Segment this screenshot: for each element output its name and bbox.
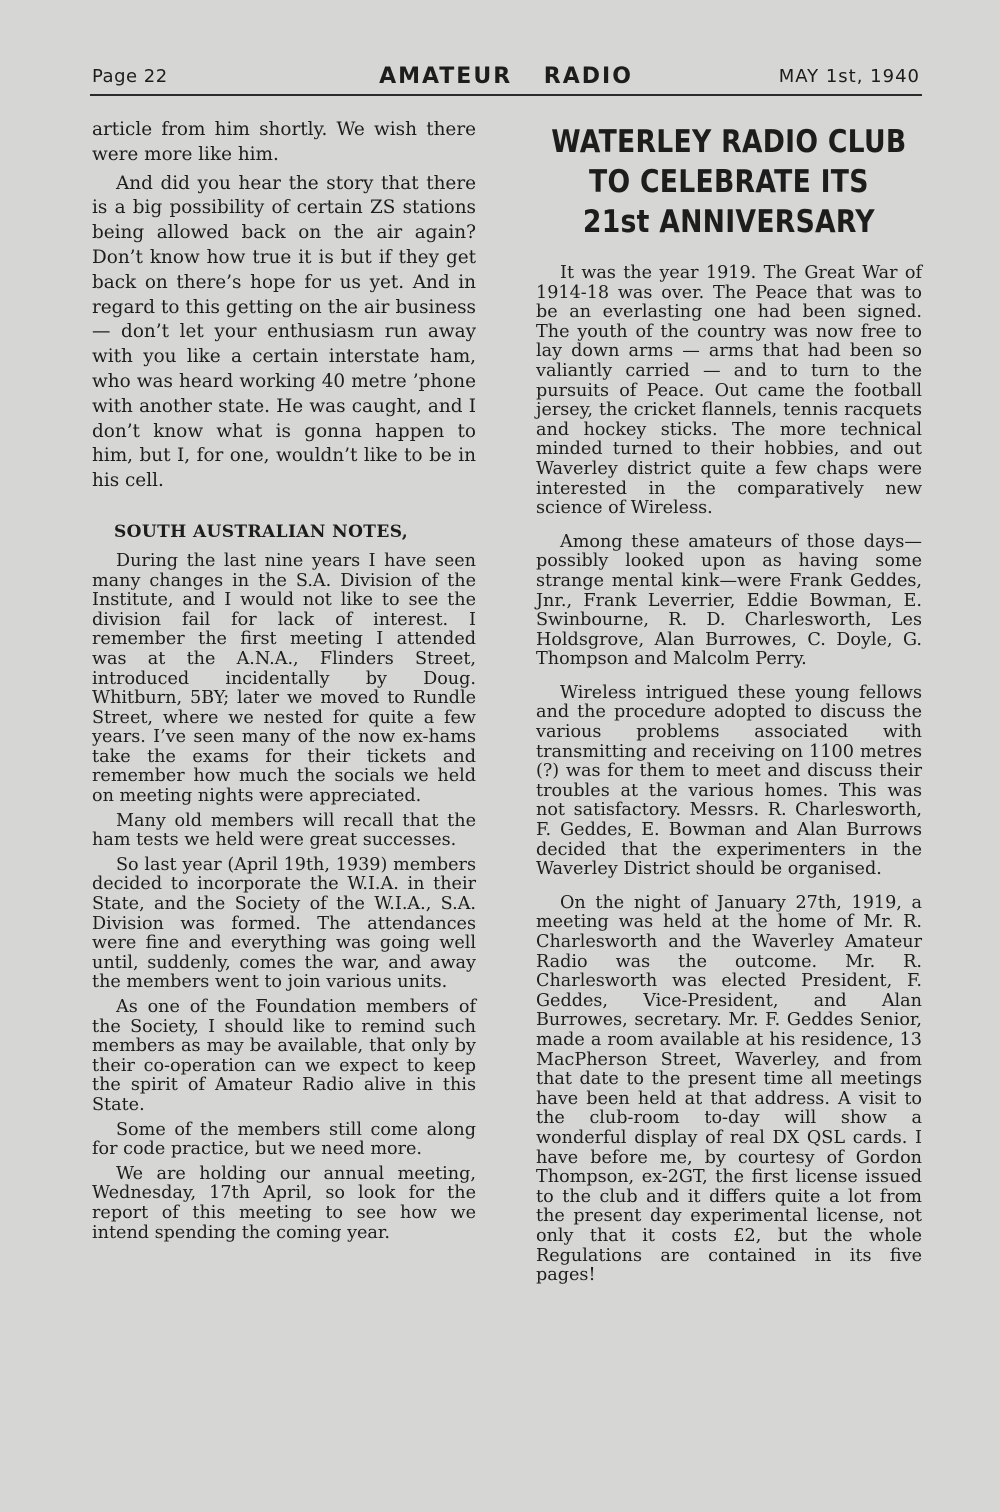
right-column xyxy=(536,118,922,1286)
sa-paragraph-2: Many old members will recall that the ham tests we held were great successes. xyxy=(92,810,476,851)
intro-paragraph-2: And did you hear the story that there is a big possibility of certain ZS stations being allowed back on the air again? Don’t know how true it is but if they get back on there’s hope for us yet. And in regard to this getting on the air business — don’t let your enthusiasm run away with you like a certain interstate ham, who was heard working 40 metre ’phone with another state. He was caught, and I don’t know what is gonna happen to him, but I, for one, wouldn’t like to be in his cell. xyxy=(92,172,476,492)
running-head xyxy=(90,64,922,96)
club-paragraph-3: Wireless intrigued these young fellows and the procedure adopted to discuss the various problems associated with transmitting and receiving on 1100 metres (?) was for them to meet and discuss their troubles at the various homes. This was not satisfactory. Messrs. R. Charlesworth, F. Geddes, E. Bowman and Alan Burrows decided that the experimenters in the Waverley District should be organised. xyxy=(536,682,922,880)
article-headline xyxy=(536,122,921,242)
club-paragraph-2: Among these amateurs of those days—possibly looked upon as having some strange mental kink—were Frank Geddes, Jnr., Frank Leverrier, Eddie Bowman, E. Swinbourne, R. D. Charlesworth, Les Holdsgrove, Alan Burrowes, C. Doyle, G. Thompson and Malcolm Perry. xyxy=(536,531,922,670)
headline-line-3: 21st ANNIVERSARY xyxy=(583,204,875,240)
page-number: Page 22 xyxy=(92,66,168,87)
club-paragraph-4: On the night of January 27th, 1919, a meeting was held at the home of Mr. R. Charlesworth and the Waverley Amateur Radio was the outcome. Mr. R. Charlesworth was elected President, F. Geddes, Vice-President, and Alan Burrowes, secretary. Mr. F. Geddes Senior, made a room available at his residence, 13 MacPherson Street, Waverley, and from that date to the present time all meetings have been held at that address. A visit to the club-room to-day will show a wonderful display of real DX QSL cards. I have before me, by courtesy of Gordon Thompson, ex-2GT, the first license issued to the club and it differs quite a lot from the present day experimental license, not only that it costs £2, but the whole Regulations are contained in its five pages! xyxy=(536,892,922,1286)
left-column xyxy=(92,118,476,1243)
issue-date: MAY 1st, 1940 xyxy=(778,66,920,87)
sa-paragraph-6: We are holding our annual meeting, Wednesday, 17th April, so look for the report of this meeting to see how we intend spending the coming year. xyxy=(92,1163,476,1243)
headline-line-2: TO CELEBRATE ITS xyxy=(589,164,869,200)
sa-paragraph-1: During the last nine years I have seen many changes in the S.A. Division of the Institute, and I would not like to see the division fail for lack of interest. I remember the first meeting I attended was at the A.N.A., Flinders Street, introduced incidentally by Doug. Whitburn, 5BY; later we moved to Rundle Street, where we nested for quite a few years. I’ve seen many of the now ex-hams take the exams for their tickets and remember how much the socials we held on meeting nights were appreciated. xyxy=(92,550,476,807)
sa-paragraph-5: Some of the members still come along for code practice, but we need more. xyxy=(92,1119,476,1160)
headline-line-1: WATERLEY RADIO CLUB xyxy=(551,124,907,160)
club-paragraph-1: It was the year 1919. The Great War of 1914-18 was over. The Peace that was to be an everlasting one had been signed. The youth of the country was now free to lay down arms — arms that had been so valiantly carried — and to turn to the pursuits of Peace. Out came the football jersey, the cricket flannels, tennis racquets and hockey sticks. The more technical minded turned to their hobbies, and out Waverley district quite a few chaps were interested in the comparatively new science of Wireless. xyxy=(536,263,922,519)
sa-paragraph-4: As one of the Foundation members of the Society, I should like to remind such members as may be available, that only by their co-operation can we expect to keep the spirit of Amateur Radio alive in this State. xyxy=(92,997,476,1115)
magazine-title: AMATEUR RADIO xyxy=(379,64,633,89)
section-heading-south-australian-notes: SOUTH AUSTRALIAN NOTES, xyxy=(114,521,409,542)
sa-paragraph-3: So last year (April 19th, 1939) members decided to incorporate the W.I.A. in their State, and the Society of the W.I.A., S.A. Division was formed. The attendances were fine and everything was going well until, suddenly, comes the war, and away the members went to join various units. xyxy=(92,854,476,993)
intro-paragraph-1: article from him shortly. We wish there were more like him. xyxy=(92,119,476,165)
